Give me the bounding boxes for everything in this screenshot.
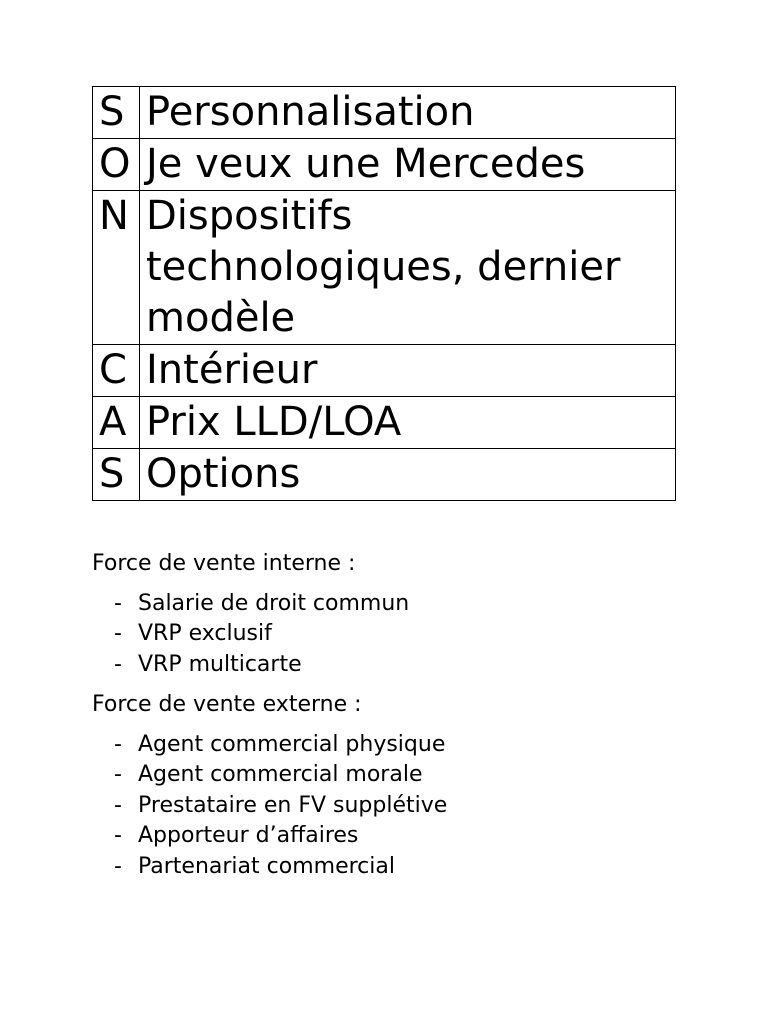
sonca-table: [92, 86, 676, 501]
list-item: [92, 791, 447, 821]
list-item-text: Prestataire en FV supplétive: [138, 792, 448, 818]
table-row: [93, 139, 676, 191]
internal-sales-force-heading: Force de vente interne :: [92, 551, 356, 576]
acronym-letter: S: [93, 87, 140, 139]
acronym-letter: N: [93, 191, 140, 345]
dash-bullet: -: [114, 853, 122, 879]
dash-bullet: -: [114, 792, 122, 818]
list-item: [92, 852, 447, 882]
list-item-text: Partenariat commercial: [138, 853, 395, 879]
list-item-text: Agent commercial morale: [138, 762, 423, 788]
acronym-letter: C: [93, 345, 140, 397]
acronym-meaning: Prix LLD/LOA: [140, 397, 676, 449]
list-item: [92, 650, 409, 680]
external-sales-force-list: [92, 730, 447, 882]
dash-bullet: -: [114, 621, 122, 647]
dash-bullet: -: [114, 651, 122, 677]
dash-bullet: -: [114, 762, 122, 788]
list-item: [92, 760, 447, 790]
internal-sales-force-list: [92, 589, 409, 680]
table-row: [93, 191, 676, 345]
table-row: [93, 397, 676, 449]
dash-bullet: -: [114, 823, 122, 849]
list-item: [92, 821, 447, 851]
acronym-meaning: Options: [140, 449, 676, 501]
table-row: [93, 449, 676, 501]
external-sales-force-heading: Force de vente externe :: [92, 692, 362, 717]
external-sales-force-section: [92, 690, 447, 882]
acronym-meaning: Intérieur: [140, 345, 676, 397]
acronym-meaning: Dispositifs technologiques, dernier modèle: [140, 191, 676, 345]
internal-sales-force-section: [92, 549, 409, 680]
list-item-text: Salarie de droit commun: [138, 591, 410, 616]
acronym-letter: A: [93, 397, 140, 449]
list-item-text: Apporteur d’affaires: [138, 823, 359, 849]
list-item-text: VRP multicarte: [138, 651, 302, 677]
acronym-meaning: Je veux une Mercedes: [140, 139, 676, 191]
table-row: [93, 87, 676, 139]
dash-bullet: -: [114, 591, 122, 616]
list-item-text: Agent commercial physique: [138, 732, 446, 757]
acronym-meaning: Personnalisation: [140, 87, 676, 139]
dash-bullet: -: [114, 732, 122, 757]
acronym-letter: S: [93, 449, 140, 501]
acronym-letter: O: [93, 139, 140, 191]
list-item-text: VRP exclusif: [138, 621, 272, 647]
table-row: [93, 345, 676, 397]
list-item: [92, 619, 409, 649]
list-item: [92, 589, 409, 619]
list-item: [92, 730, 447, 760]
